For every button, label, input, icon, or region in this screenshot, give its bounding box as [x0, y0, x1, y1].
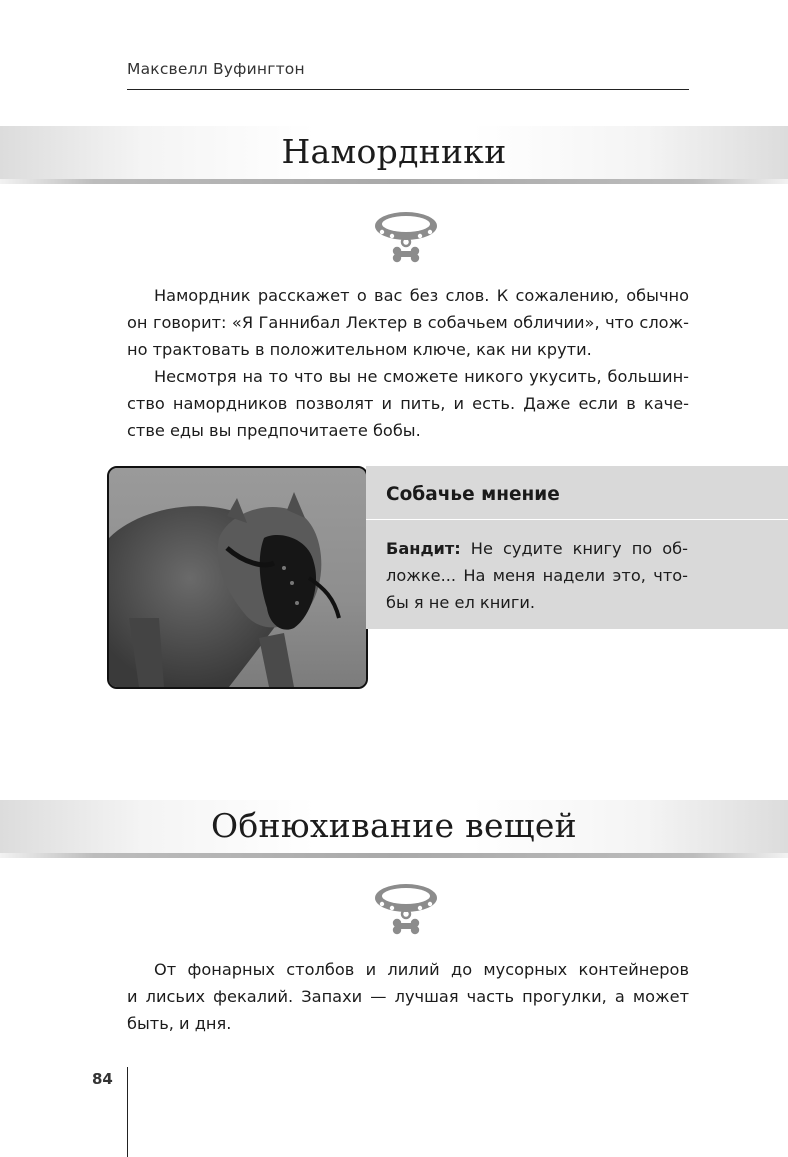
dog-collar-bone-icon	[370, 206, 442, 268]
text-line: он говорит: «Я Ганнибал Лектер в собачьем обличии», что слож-	[127, 313, 689, 332]
speaker-label: Бандит:	[386, 539, 461, 558]
header-rule	[127, 89, 689, 90]
text-line	[386, 535, 688, 562]
muzzled-dog-photo	[107, 466, 368, 689]
section-heading-band	[0, 800, 788, 858]
section-title: Намордники	[281, 132, 507, 171]
sidebar-title: Собачье мнение	[386, 484, 560, 505]
text-line: и лисьих фекалий. Запахи — лучшая часть прогулки, а может	[127, 987, 689, 1006]
text-line: стве еды вы предпочитаете бобы.	[127, 421, 421, 440]
page-number: 84	[92, 1070, 113, 1088]
text-line: Несмотря на то что вы не сможете никого укусить, большин-	[154, 367, 689, 386]
text-line: ство намордников позволят и пить, и есть. Даже если в каче-	[127, 394, 689, 413]
section-title: Обнюхивание вещей	[211, 806, 577, 845]
sidebar-quote	[386, 535, 688, 616]
paragraph	[127, 282, 689, 363]
section-body	[127, 956, 689, 1037]
section-heading-band	[0, 126, 788, 184]
sidebar-box	[366, 466, 788, 629]
paragraph	[127, 363, 689, 444]
text-line: бы я не ел книги.	[386, 593, 535, 612]
dog-collar-bone-icon	[370, 878, 442, 940]
paragraph	[127, 956, 689, 1037]
text-line: От фонарных столбов и лилий до мусорных контейнеров	[154, 960, 689, 979]
text-line: ложке... На меня надели это, что-	[386, 566, 688, 585]
section-body	[127, 282, 689, 444]
text-line: Намордник расскажет о вас без слов. К сожалению, обычно	[154, 286, 689, 305]
text-line: быть, и дня.	[127, 1014, 232, 1033]
quote-text: Не судите книгу по об-	[470, 539, 688, 558]
sidebar-divider	[366, 519, 788, 520]
page-margin-rule	[127, 1067, 128, 1157]
running-head-author: Максвелл Вуфингтон	[127, 60, 305, 78]
text-line: но трактовать в положительном ключе, как ни крути.	[127, 340, 592, 359]
